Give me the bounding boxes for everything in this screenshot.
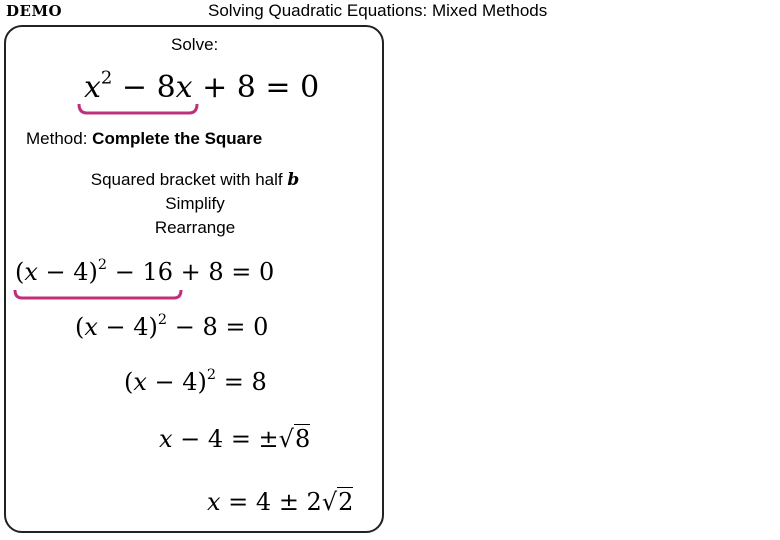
- step-rearrange: Rearrange: [154, 218, 236, 237]
- equation-brace-icon: [77, 102, 199, 118]
- working-line-5: x = 4 ± 2√2: [207, 488, 354, 516]
- equation-variable-2: x: [175, 70, 193, 105]
- working-line-3: $(x - 4)^2 = 8$: [124, 367, 267, 396]
- page-title: Solving Quadratic Equations: Mixed Methods: [208, 1, 548, 20]
- equation-linear-term: − 8: [112, 70, 176, 105]
- working-brace-icon: [13, 288, 185, 302]
- method-name: Complete the Square: [92, 129, 263, 148]
- method-line: [26, 129, 262, 149]
- radicand: 8: [294, 425, 311, 453]
- half-b-variable: b: [287, 170, 300, 190]
- equation-constant: + 8 = 0: [192, 70, 320, 105]
- demo-label: DEMO: [6, 2, 63, 20]
- radicand: 2: [338, 488, 354, 516]
- solve-label: Solve:: [171, 35, 219, 54]
- working-line-1: $(x - 4)^2 - 16 + 8 = 0$: [15, 257, 275, 286]
- step-list: [0, 168, 390, 240]
- working-line-2: $(x - 4)^2 - 8 = 0$: [75, 312, 269, 341]
- quadratic-equation: [84, 67, 320, 105]
- equation-variable: x: [84, 70, 101, 105]
- step-squared-bracket: Squared bracket with half b: [90, 170, 300, 190]
- method-label: Method:: [26, 129, 88, 148]
- working-line-4: x − 4 = ±√8: [159, 425, 311, 453]
- step-simplify: Simplify: [165, 194, 225, 213]
- equation-exponent: 2: [100, 67, 113, 89]
